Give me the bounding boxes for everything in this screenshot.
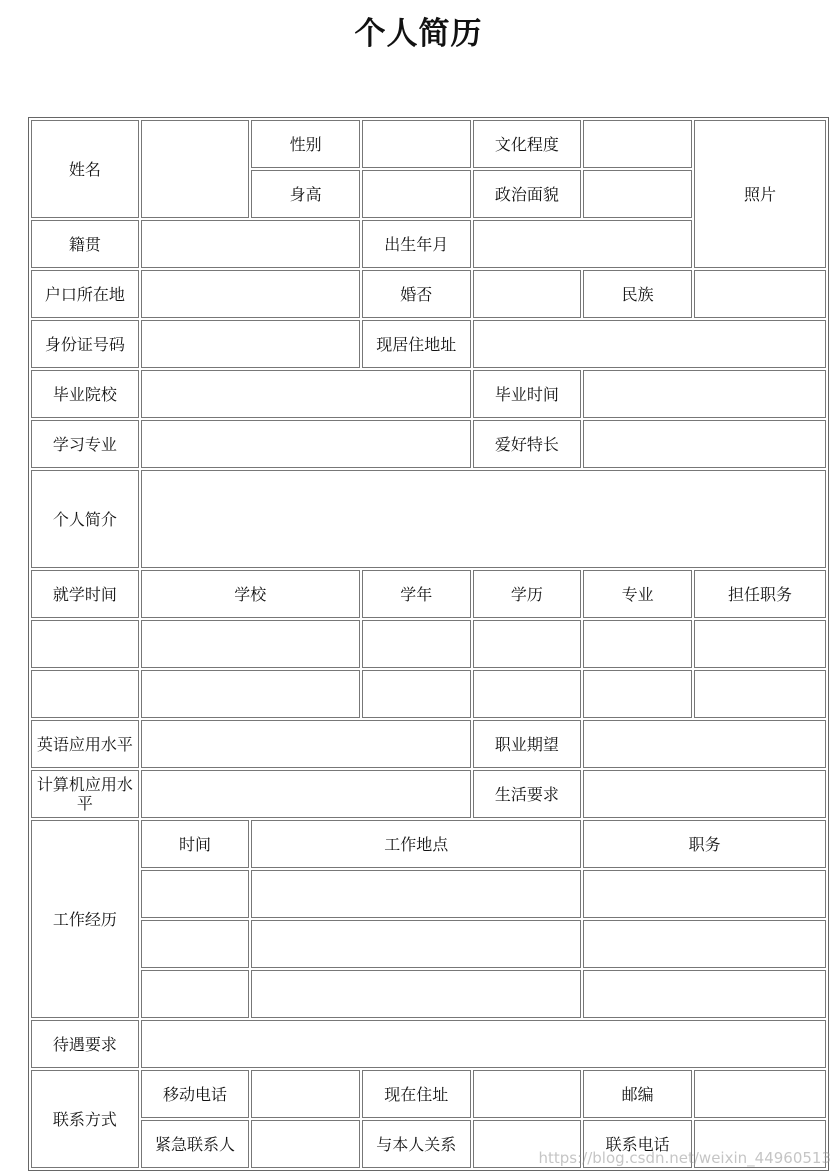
table-row [31, 920, 826, 968]
table-row [31, 320, 826, 368]
label-contact: 联系方式 [31, 1070, 139, 1168]
education-level-field[interactable] [583, 120, 692, 168]
label-height: 身高 [251, 170, 360, 218]
label-graduation-time: 毕业时间 [473, 370, 582, 418]
label-political-status: 政治面貌 [473, 170, 582, 218]
label-work-position: 职务 [583, 820, 826, 868]
present-address-field[interactable] [473, 1070, 582, 1118]
table-row [31, 770, 826, 818]
resume-table [28, 117, 829, 1171]
photo-cell[interactable]: 照片 [694, 120, 826, 268]
school-field[interactable] [141, 620, 360, 668]
work-time-field[interactable] [141, 870, 250, 918]
label-school-year: 学年 [362, 570, 471, 618]
study-period-field[interactable] [31, 620, 139, 668]
label-native-place: 籍贯 [31, 220, 139, 268]
label-computer-level: 计算机应用水平 [31, 770, 139, 818]
school-year-field[interactable] [362, 670, 471, 718]
work-position-field[interactable] [583, 870, 826, 918]
watermark: https://blog.csdn.net/weixin_44960513 [538, 1149, 831, 1167]
specialty-field[interactable] [583, 620, 692, 668]
label-salary-requirements: 待遇要求 [31, 1020, 139, 1068]
label-work-location: 工作地点 [251, 820, 581, 868]
table-row [31, 1020, 826, 1068]
table-row [31, 820, 826, 868]
label-school: 学校 [141, 570, 360, 618]
major-field[interactable] [141, 420, 471, 468]
label-mobile: 移动电话 [141, 1070, 250, 1118]
label-current-address: 现居住地址 [362, 320, 471, 368]
gender-field[interactable] [362, 120, 471, 168]
work-position-field[interactable] [583, 970, 826, 1018]
marital-status-field[interactable] [473, 270, 582, 318]
birth-date-field[interactable] [473, 220, 692, 268]
table-row [31, 470, 826, 568]
computer-level-field[interactable] [141, 770, 471, 818]
id-number-field[interactable] [141, 320, 360, 368]
label-major: 学习专业 [31, 420, 139, 468]
table-row [31, 420, 826, 468]
label-emergency-contact: 紧急联系人 [141, 1120, 250, 1168]
life-requirements-field[interactable] [583, 770, 826, 818]
position-held-field[interactable] [694, 620, 826, 668]
label-work-time: 时间 [141, 820, 250, 868]
position-held-field[interactable] [694, 670, 826, 718]
native-place-field[interactable] [141, 220, 360, 268]
label-degree: 学历 [473, 570, 582, 618]
current-address-field[interactable] [473, 320, 826, 368]
label-graduate-school: 毕业院校 [31, 370, 139, 418]
table-row [31, 370, 826, 418]
table-row [31, 1070, 826, 1118]
label-present-address: 现在住址 [362, 1070, 471, 1118]
label-gender: 性别 [251, 120, 360, 168]
postcode-field[interactable] [694, 1070, 826, 1118]
study-period-field[interactable] [31, 670, 139, 718]
label-education-level: 文化程度 [473, 120, 582, 168]
label-marital-status: 婚否 [362, 270, 471, 318]
school-field[interactable] [141, 670, 360, 718]
label-id-number: 身份证号码 [31, 320, 139, 368]
school-year-field[interactable] [362, 620, 471, 668]
household-location-field[interactable] [141, 270, 360, 318]
graduation-time-field[interactable] [583, 370, 826, 418]
label-career-expectation: 职业期望 [473, 720, 582, 768]
degree-field[interactable] [473, 620, 582, 668]
label-work-experience: 工作经历 [31, 820, 139, 1018]
profile-field[interactable] [141, 470, 826, 568]
work-position-field[interactable] [583, 920, 826, 968]
ethnicity-field[interactable] [694, 270, 826, 318]
page-title: 个人简历 [354, 16, 483, 52]
table-row [31, 270, 826, 318]
degree-field[interactable] [473, 670, 582, 718]
table-row [31, 120, 826, 168]
label-position-held: 担任职务 [694, 570, 826, 618]
work-location-field[interactable] [251, 920, 581, 968]
work-location-field[interactable] [251, 870, 581, 918]
english-level-field[interactable] [141, 720, 471, 768]
label-study-period: 就学时间 [31, 570, 139, 618]
label-relationship: 与本人关系 [362, 1120, 471, 1168]
label-life-requirements: 生活要求 [473, 770, 582, 818]
political-status-field[interactable] [583, 170, 692, 218]
salary-requirements-field[interactable] [141, 1020, 826, 1068]
graduate-school-field[interactable] [141, 370, 471, 418]
label-contact-phone: 联系电话 [583, 1120, 692, 1168]
label-ethnicity: 民族 [583, 270, 692, 318]
specialty-field[interactable] [583, 670, 692, 718]
height-field[interactable] [362, 170, 471, 218]
table-row [31, 720, 826, 768]
label-postcode: 邮编 [583, 1070, 692, 1118]
label-profile: 个人简介 [31, 470, 139, 568]
table-row [31, 670, 826, 718]
table-row [31, 870, 826, 918]
work-time-field[interactable] [141, 970, 250, 1018]
career-expectation-field[interactable] [583, 720, 826, 768]
emergency-contact-field[interactable] [251, 1120, 360, 1168]
table-row [31, 970, 826, 1018]
table-row [31, 570, 826, 618]
table-row [31, 620, 826, 668]
hobbies-field[interactable] [583, 420, 826, 468]
name-field[interactable] [141, 120, 250, 218]
mobile-field[interactable] [251, 1070, 360, 1118]
label-english-level: 英语应用水平 [31, 720, 139, 768]
work-location-field[interactable] [251, 970, 581, 1018]
label-hobbies: 爱好特长 [473, 420, 582, 468]
work-time-field[interactable] [141, 920, 250, 968]
label-name: 姓名 [31, 120, 139, 218]
label-household-location: 户口所在地 [31, 270, 139, 318]
label-birth-date: 出生年月 [362, 220, 471, 268]
label-specialty: 专业 [583, 570, 692, 618]
